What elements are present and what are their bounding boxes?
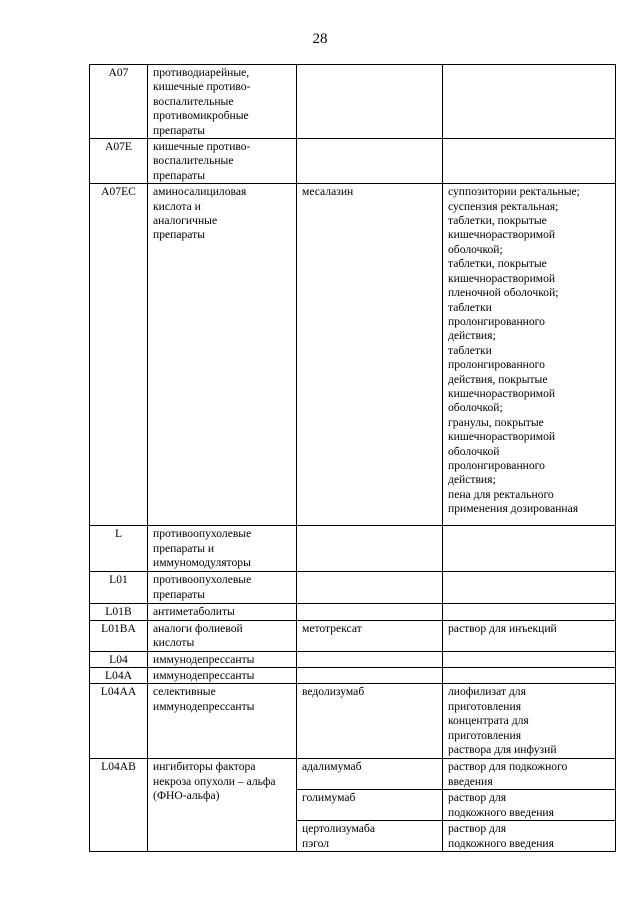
pharmacological-group: иммунодепрессанты bbox=[148, 651, 297, 667]
drug-name: ведолизумаб bbox=[297, 684, 443, 759]
drug-name: голимумаб bbox=[297, 790, 443, 821]
atc-code: L01 bbox=[90, 572, 148, 604]
table-row bbox=[90, 668, 616, 684]
drug-name: метотрексат bbox=[297, 620, 443, 651]
atc-code: L bbox=[90, 526, 148, 572]
drug-name bbox=[297, 139, 443, 184]
atc-code: A07EC bbox=[90, 184, 148, 526]
drug-table bbox=[89, 64, 616, 852]
dosage-form: раствор для подкожного введения bbox=[443, 821, 616, 852]
dosage-form bbox=[443, 526, 616, 572]
drug-name: адалимумаб bbox=[297, 759, 443, 790]
dosage-form bbox=[443, 651, 616, 667]
dosage-form: раствор для инъекций bbox=[443, 620, 616, 651]
page-number: 28 bbox=[312, 31, 328, 47]
drug-name: месалазин bbox=[297, 184, 443, 526]
pharmacological-group: кишечные противо- воспалительные препараты bbox=[148, 139, 297, 184]
atc-code: L01BA bbox=[90, 620, 148, 651]
pharmacological-group: аналоги фолиевой кислоты bbox=[148, 620, 297, 651]
table-row bbox=[90, 65, 616, 139]
dosage-form: суппозитории ректальные; суспензия ректальная; таблетки, покрытые кишечнорастворимой оболочкой; таблетки, покрытые кишечнорастворимой пленочной оболочкой; таблетки пролонгированного действия; таблетки пролонгированного действия, покрытые кишечнорастворимой оболочкой; гранулы, покрытые кишечнорастворимой оболочкой пролонгированного действия; пена для ректального применения дозированная bbox=[443, 184, 616, 526]
pharmacological-group: аминосалициловая кислота и аналогичные препараты bbox=[148, 184, 297, 526]
pharmacological-group: селективные иммунодепрессанты bbox=[148, 684, 297, 759]
table-row bbox=[90, 651, 616, 667]
dosage-form bbox=[443, 572, 616, 604]
drug-name bbox=[297, 65, 443, 139]
drug-name: цертолизумаба пэгол bbox=[297, 821, 443, 852]
atc-code: L04A bbox=[90, 668, 148, 684]
atc-code: L04AA bbox=[90, 684, 148, 759]
dosage-form: раствор для подкожного введения bbox=[443, 790, 616, 821]
table-row bbox=[90, 620, 616, 651]
atc-code: A07 bbox=[90, 65, 148, 139]
table-row bbox=[90, 184, 616, 526]
drug-name bbox=[297, 526, 443, 572]
pharmacological-group: противоопухолевые препараты и иммуномодуляторы bbox=[148, 526, 297, 572]
table-row bbox=[90, 759, 616, 790]
pharmacological-group: ингибиторы фактора некроза опухоли – альфа (ФНО-альфа) bbox=[148, 759, 297, 852]
dosage-form bbox=[443, 65, 616, 139]
atc-code: L01B bbox=[90, 604, 148, 620]
dosage-form: лиофилизат для приготовления концентрата для приготовления раствора для инфузий bbox=[443, 684, 616, 759]
drug-name bbox=[297, 572, 443, 604]
drug-name bbox=[297, 604, 443, 620]
dosage-form: раствор для подкожного введения bbox=[443, 759, 616, 790]
table-row bbox=[90, 572, 616, 604]
pharmacological-group: противодиарейные, кишечные противо- воспалительные противомикробные препараты bbox=[148, 65, 297, 139]
table-row bbox=[90, 526, 616, 572]
pharmacological-group: иммунодепрессанты bbox=[148, 668, 297, 684]
drug-name bbox=[297, 668, 443, 684]
dosage-form bbox=[443, 668, 616, 684]
table-row bbox=[90, 684, 616, 759]
dosage-form bbox=[443, 604, 616, 620]
dosage-form bbox=[443, 139, 616, 184]
pharmacological-group: антиметаболиты bbox=[148, 604, 297, 620]
atc-code: A07E bbox=[90, 139, 148, 184]
pharmacological-group: противоопухолевые препараты bbox=[148, 572, 297, 604]
table-row bbox=[90, 139, 616, 184]
table-row bbox=[90, 604, 616, 620]
drug-name bbox=[297, 651, 443, 667]
atc-code: L04AB bbox=[90, 759, 148, 852]
atc-code: L04 bbox=[90, 651, 148, 667]
